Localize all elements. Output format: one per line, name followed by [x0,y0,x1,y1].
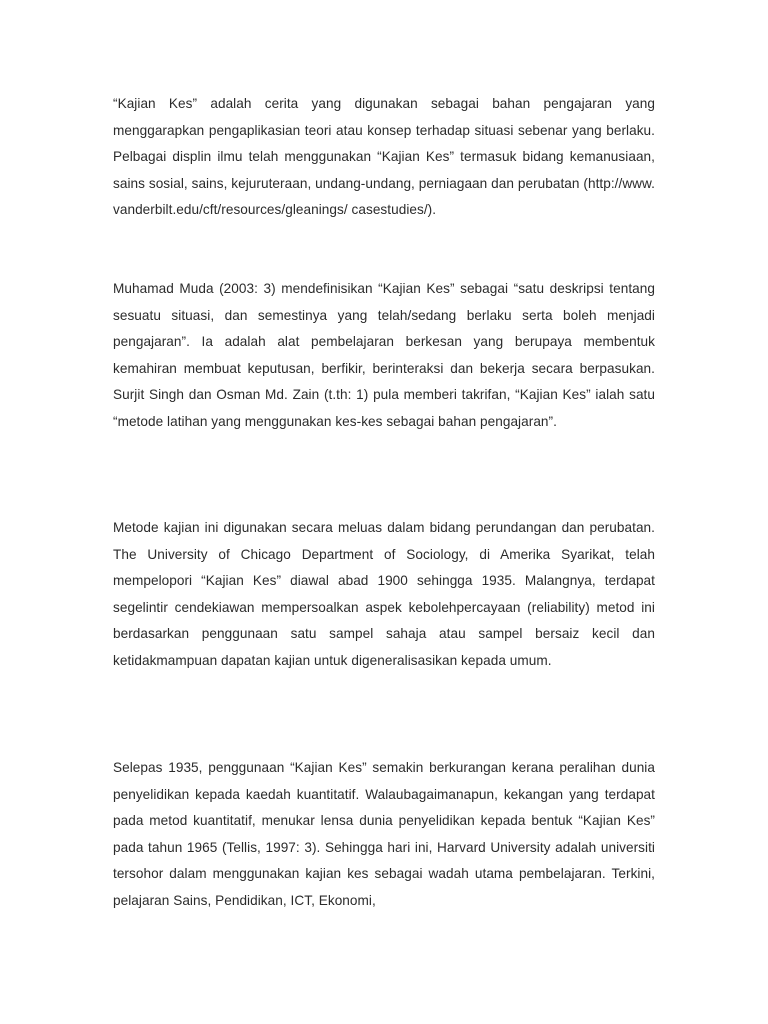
paragraph-method-history: Metode kajian ini digunakan secara meluas dalam bidang perundangan dan perubatan. The University of Chicago Department of Sociology, di Amerika Syarikat, telah mempelopori “Kajian Kes” diawal abad 1900 sehingga 1935. Malangnya, terdapat segelintir cendekiawan mempersoalkan aspek kebolehpercayaan (reliability) metod ini berdasarkan penggunaan satu sampel sahaja atau sampel bersaiz kecil dan ketidakmampuan dapatan kajian untuk digeneralisasikan kepada umum. [113,520,655,668]
paragraph-muhamad-muda: Muhamad Muda (2003: 3) mendefinisikan “Kajian Kes” sebagai “satu deskripsi tentang sesuatu situasi, dan semestinya yang telah/sedang berlaku serta boleh menjadi pengajaran”. Ia adalah alat pembelajaran berkesan yang berupaya membentuk kemahiran membuat keputusan, berfikir, berinteraksi dan bekerja secara berpasukan. Surjit Singh dan Osman Md. Zain (t.th: 1) pula memberi takrifan, “Kajian Kes” ialah satu “metode latihan yang menggunakan kes-kes sebagai bahan pengajaran”. [113,281,655,429]
paragraph-after-1935: Selepas 1935, penggunaan “Kajian Kes” semakin berkurangan kerana peralihan dunia penyelidikan kepada kaedah kuantitatif. Walaubagaimanapun, kekangan yang terdapat pada metod kuantitatif, menukar lensa dunia penyelidikan kepada bentuk “Kajian Kes” pada tahun 1965 (Tellis, 1997: 3). Sehingga hari ini, Harvard University adalah universiti tersohor dalam menggunakan kajian kes sebagai wadah utama pembelajaran. Terkini, pelajaran Sains, Pendidikan, ICT, Ekonomi, [113,760,655,908]
paragraph-definition: “Kajian Kes” adalah cerita yang digunakan sebagai bahan pengajaran yang menggarapkan pengaplikasian teori atau konsep terhadap situasi sebenar yang berlaku. Pelbagai displin ilmu telah menggunakan “Kajian Kes” termasuk bidang kemanusiaan, sains sosial, sains, kejuruteraan, undang-undang, perniagaan dan perubatan (http://www. vanderbilt.edu/cft/resources/gleanings/ casestudies/). [113,96,655,217]
